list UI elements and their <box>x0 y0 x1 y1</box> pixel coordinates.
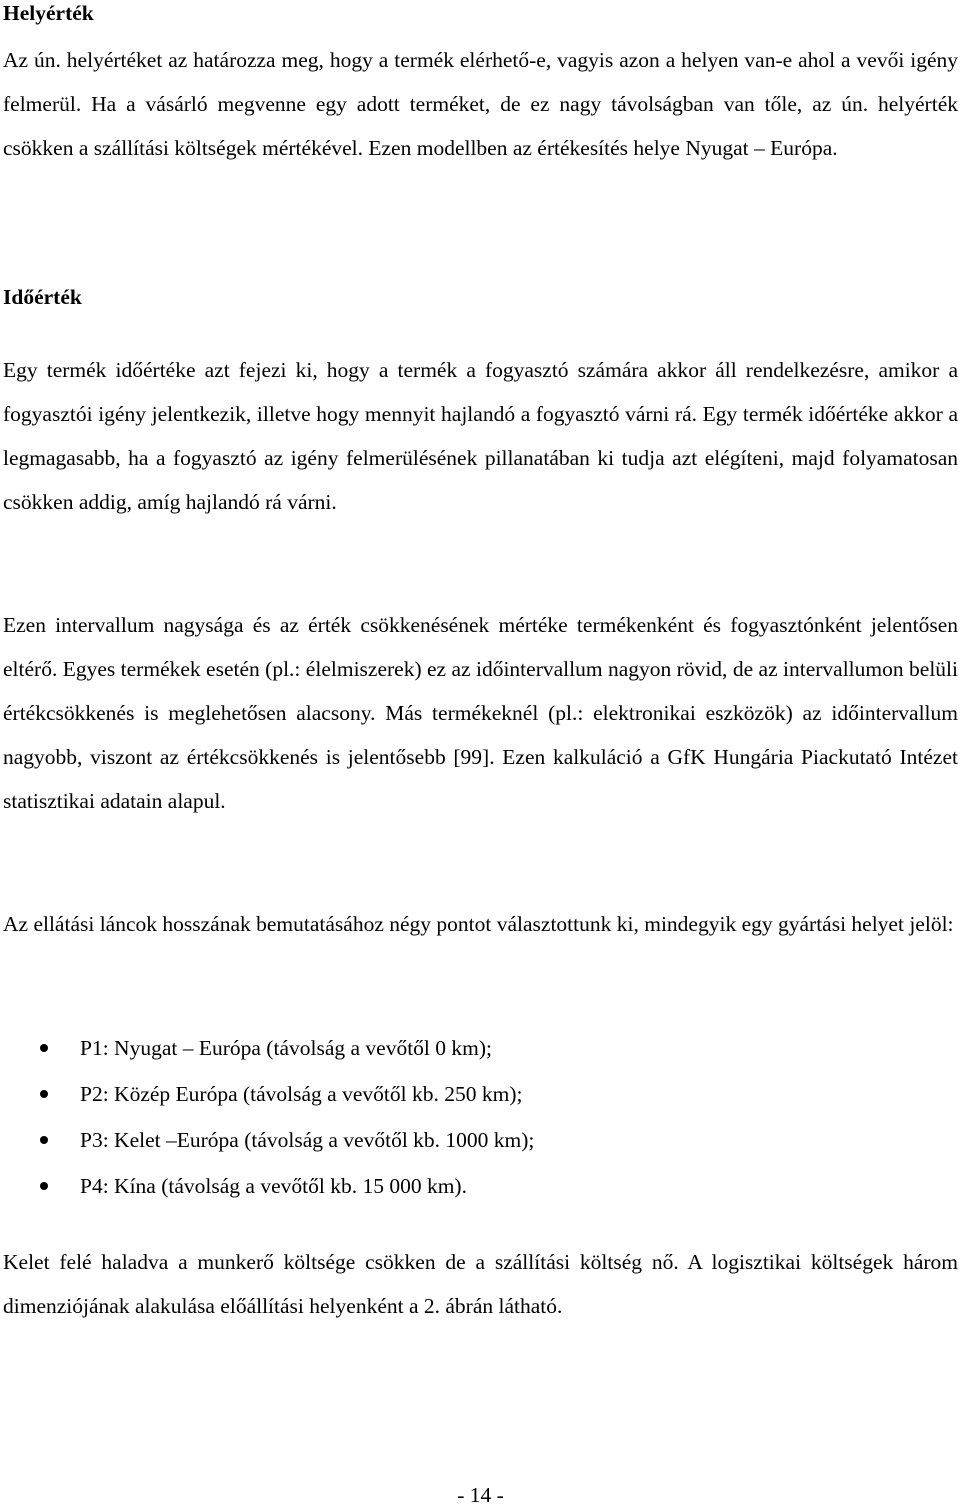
paragraph-idoertek-definition: Egy termék időértéke azt fejezi ki, hogy a termék a fogyasztó számára akkor áll rendelkezésre, amikor a fogyasztói igény jelentkezik, illetve hogy mennyit hajlandó a fogyasztó várni rá. Egy termék időértéke akkor a legmagasabb, ha a fogyasztó az igény felmerülésének pillanatában ki tudja azt elégíteni, majd folyamatosan csökken addig, amíg hajlandó rá várni. <box>3 358 958 514</box>
bullet-icon <box>40 1090 48 1098</box>
heading-helyertek: Helyérték <box>3 1 94 25</box>
list-item <box>3 1025 958 1071</box>
list-item-text: P2: Közép Európa (távolság a vevőtől kb. 250 km); <box>80 1082 523 1106</box>
list-item-text: P1: Nyugat – Európa (távolság a vevőtől 0 km); <box>80 1036 493 1060</box>
production-points-list <box>3 1025 958 1209</box>
bullet-icon <box>40 1044 48 1052</box>
page-number: - 14 - <box>457 1483 504 1507</box>
paragraph-labor-transport-cost: Kelet felé haladva a munkerő költsége csökken de a szállítási költség nő. A logisztikai költségek három dimenziójának alakulása előállítási helyenként a 2. ábrán látható. <box>3 1250 958 1318</box>
list-item <box>3 1117 958 1163</box>
list-item-text: P3: Kelet –Európa (távolság a vevőtől kb. 1000 km); <box>80 1128 535 1152</box>
paragraph-supply-chain-points: Az ellátási láncok hosszának bemutatásához négy pontot választottunk ki, mindegyik egy gyártási helyet jelöl: <box>3 912 954 936</box>
paragraph-helyertek: Az ún. helyértéket az határozza meg, hogy a termék elérhető-e, vagyis azon a helyen van-e ahol a vevői igény felmerül. Ha a vásárló megvenne egy adott terméket, de ez nagy távolságban van tőle, az ún. helyérték csökken a szállítási költségek mértékével. Ezen modellben az értékesítés helye Nyugat – Európa. <box>3 48 958 160</box>
list-item-text: P4: Kína (távolság a vevőtől kb. 15 000 km). <box>80 1174 467 1198</box>
list-item <box>3 1163 958 1209</box>
bullet-icon <box>40 1182 48 1190</box>
paragraph-interval-variation: Ezen intervallum nagysága és az érték csökkenésének mértéke termékenként és fogyasztónként jelentősen eltérő. Egyes termékek esetén (pl.: élelmiszerek) ez az időintervallum nagyon rövid, de az intervallumon belüli értékcsökkenés is meglehetősen alacsony. Más termékeknél (pl.: elektronikai eszközök) az időintervallum nagyobb, viszont az értékcsökkenés is jelentősebb [99]. Ezen kalkuláció a GfK Hungária Piackutató Intézet statisztikai adatain alapul. <box>3 613 958 813</box>
list-item <box>3 1071 958 1117</box>
heading-idoertek: Időérték <box>3 285 82 309</box>
bullet-icon <box>40 1136 48 1144</box>
